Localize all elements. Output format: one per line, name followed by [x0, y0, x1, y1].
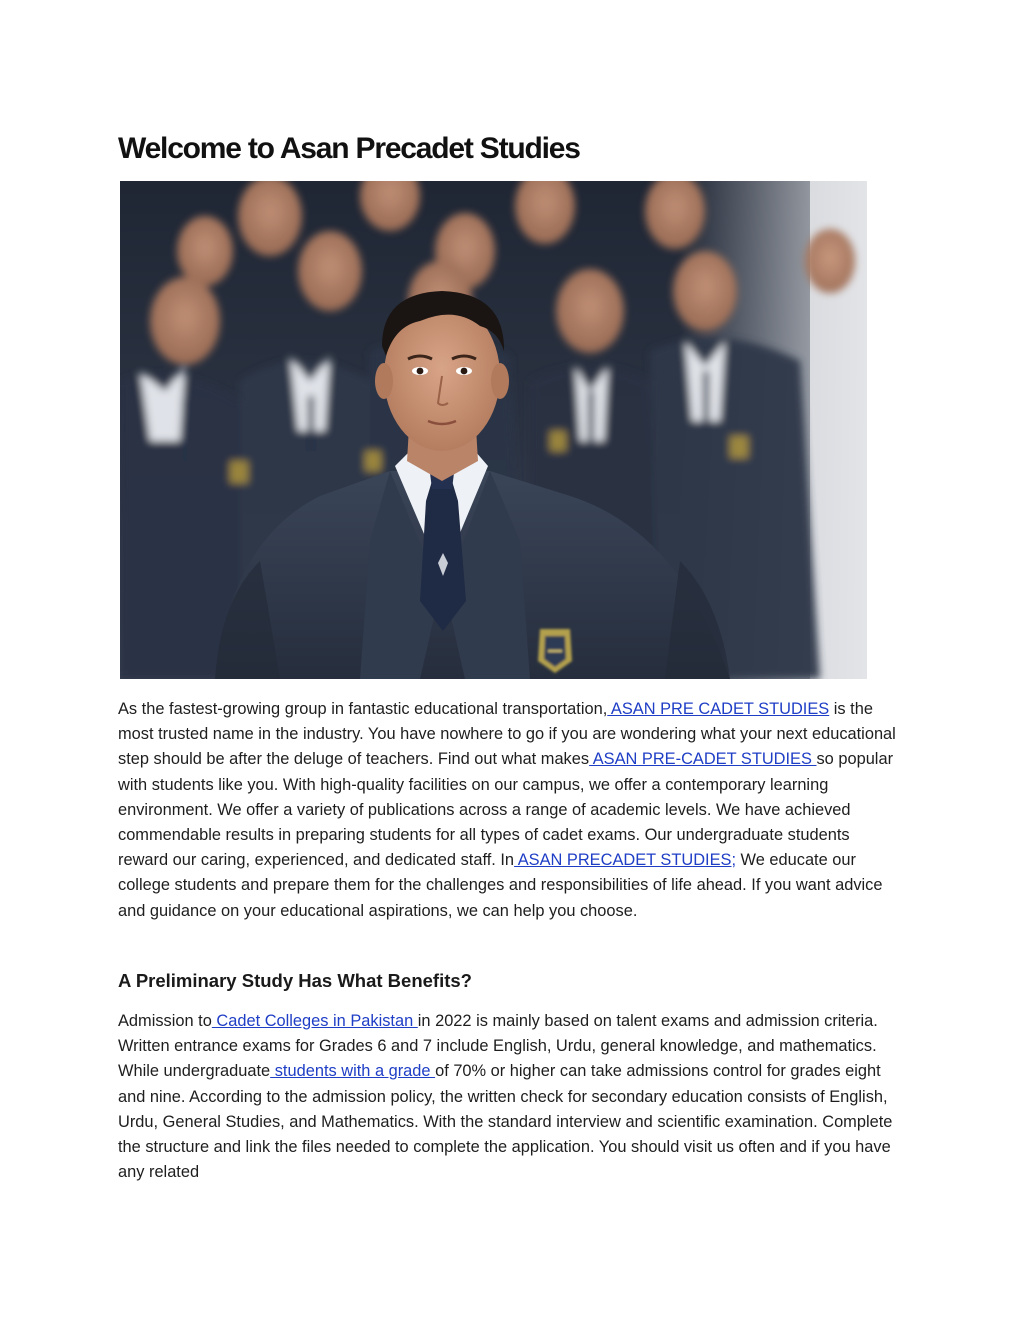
intro-text-4: We educate our college students and prepare them for the challenges and responsibilities of life ahead. If you want advice and guidance on your educational aspirations, we can help you choose.	[118, 851, 883, 920]
asan-precadet-studies-link[interactable]: ASAN PRECADET STUDIES;	[514, 851, 736, 870]
admission-text-3: of 70% or higher can take admissions control for grades eight and nine. According to the admission policy, the written check for secondary education consists of English, Urdu, General Studies, and Mathematics. With the standard interview and scientific examination. Complete the structure and link the files needed to complete the application. You should visit us often and if you have any related	[118, 1062, 893, 1182]
hero-photo-illustration	[120, 181, 867, 679]
admission-paragraph	[118, 1009, 903, 1185]
asan-pre-cadet-studies-link[interactable]: ASAN PRE CADET STUDIES	[607, 700, 830, 718]
admission-text-2: in 2022 is mainly based on talent exams and admission criteria. Written entrance exams for Grades 6 and 7 include English, Urdu, general knowledge, and mathematics. While undergraduate	[118, 1012, 878, 1081]
intro-text-1: As the fastest-growing group in fantastic educational transportation,	[118, 700, 608, 718]
students-with-grade-link[interactable]: students with a grade	[270, 1062, 436, 1081]
intro-text-3: so popular with students like you. With high-quality facilities on our campus, we offer a contemporary learning environment. We offer a variety of publications across a range of academic levels. We have achieved commendable results in preparing students for all types of cadet exams. Our undergraduate students reward our caring, experienced, and dedicated staff. In	[118, 750, 894, 870]
page-title: Welcome to Asan Precadet Studies	[118, 132, 580, 165]
intro-text-2: is the most trusted name in the industry. You have nowhere to go if you are wondering what your next educational step should be after the deluge of teachers. Find out what makes	[118, 700, 896, 769]
admission-text-1: Admission to	[118, 1012, 212, 1030]
cadet-colleges-link[interactable]: Cadet Colleges in Pakistan	[211, 1012, 418, 1030]
hero-image	[120, 181, 867, 679]
section-heading: A Preliminary Study Has What Benefits?	[118, 970, 472, 991]
asan-pre-cadet-studies-link-2[interactable]: ASAN PRE-CADET STUDIES	[589, 750, 817, 769]
intro-paragraph	[118, 697, 903, 924]
